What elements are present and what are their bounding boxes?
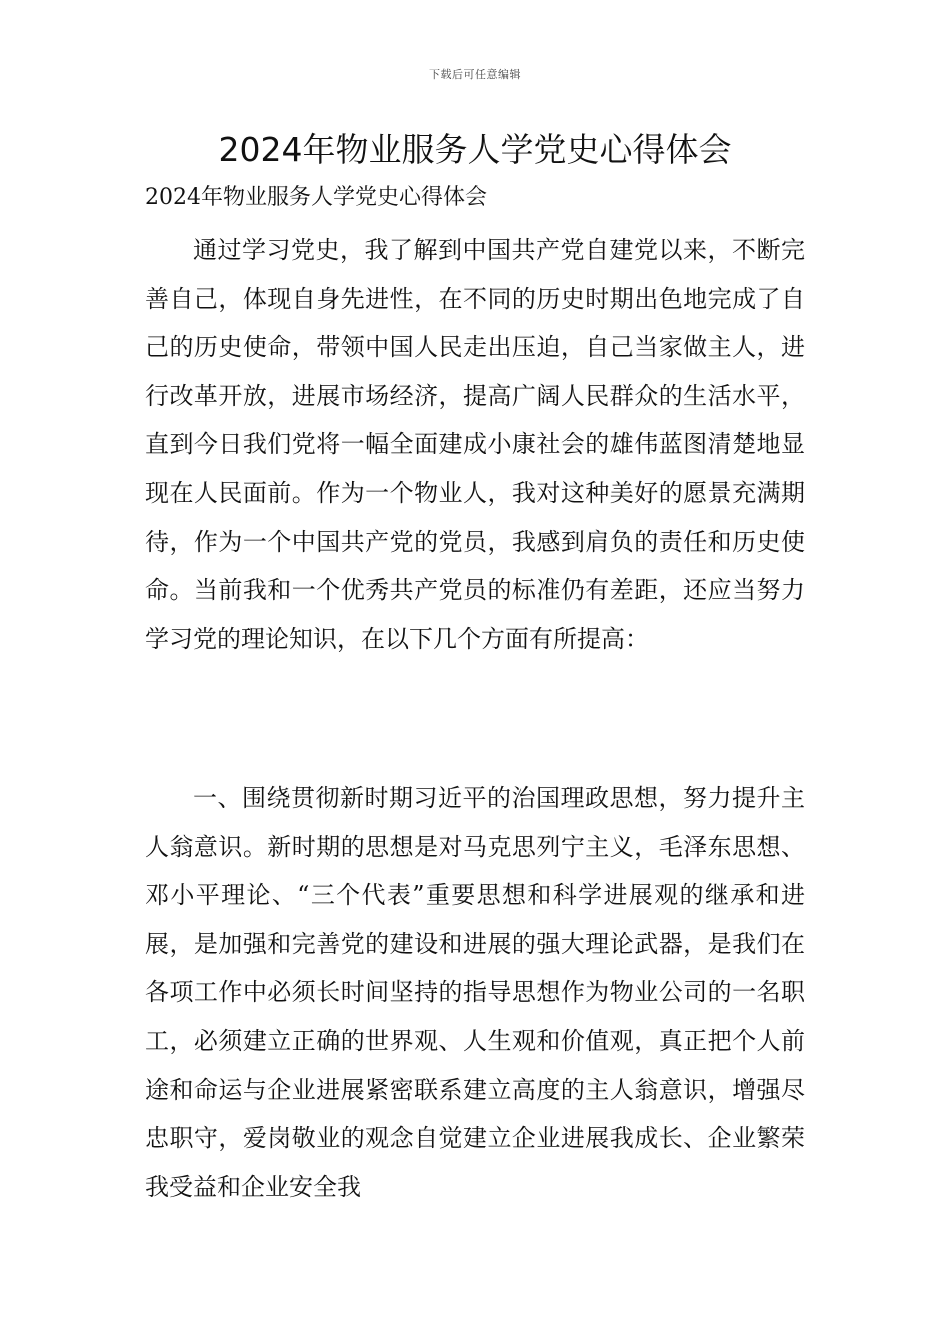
body-paragraph-section-one: 一、围绕贯彻新时期习近平的治国理政思想，努力提升主人翁意识。新时期的思想是对马克思列宁主义，毛泽东思想、邓小平理论、“三个代表”重要思想和科学进展观的继承和进展，是加强和完善党的建设和进展的强大理论武器，是我们在各项工作中必须长时间坚持的指导思想作为物业公司的一名职工，必须建立正确的世界观、人生观和价值观，真正把个人前途和命运与企业进展紧密联系建立高度的主人翁意识，增强尽忠职守，爱岗敬业的观念自觉建立企业进展我成长、企业繁荣我受益和企业安全我: [145, 784, 805, 1201]
document-subtitle: 2024年物业服务人学党史心得体会: [145, 185, 487, 210]
document-title: 2024年物业服务人学党史心得体会: [218, 130, 732, 169]
header-note: 下载后可任意编辑: [429, 68, 521, 81]
body-paragraph-intro: 通过学习党史，我了解到中国共产党自建党以来，不断完善自己，体现自身先进性，在不同的历史时期出色地完成了自己的历史使命，带领中国人民走出压迫，自己当家做主人，进行改革开放，进展市场经济，提高广阔人民群众的生活水平，直到今日我们党将一幅全面建成小康社会的雄伟蓝图清楚地显现在人民面前。作为一个物业人，我对这种美好的愿景充满期待，作为一个中国共产党的党员，我感到肩负的责任和历史使命。当前我和一个优秀共产党员的标准仍有差距，还应当努力学习党的理论知识，在以下几个方面有所提高：: [145, 236, 805, 653]
